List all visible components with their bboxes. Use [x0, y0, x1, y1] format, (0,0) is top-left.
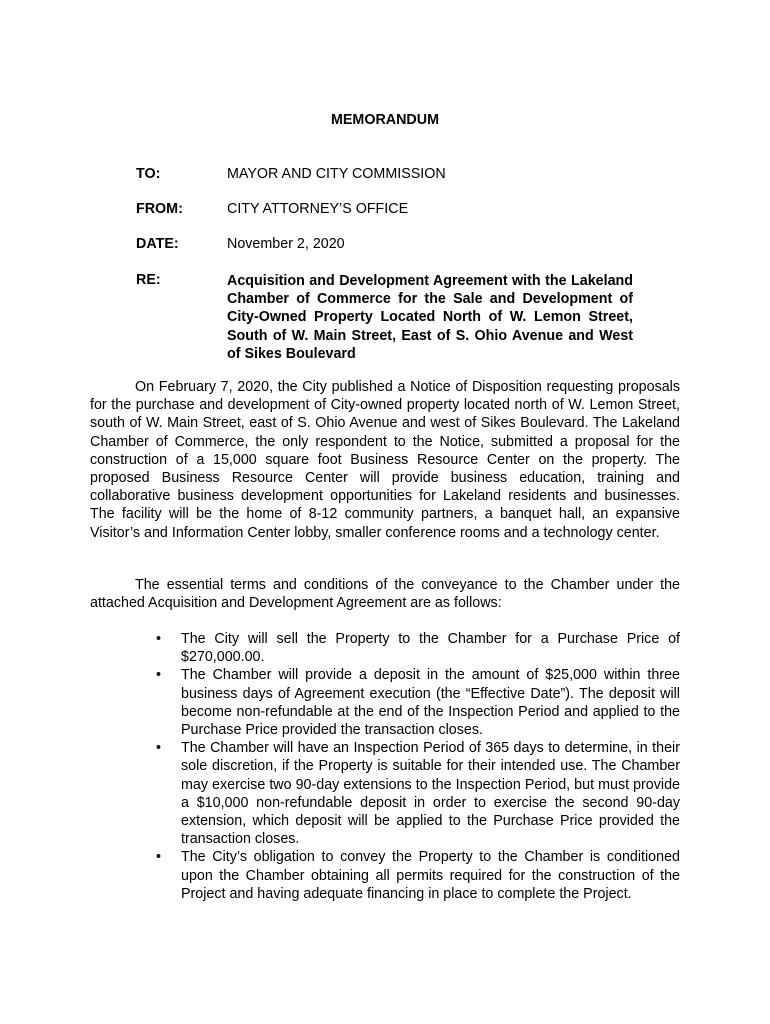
from-label: FROM: [136, 201, 183, 217]
body-paragraph-2: The essential terms and conditions of the conveyance to the Chamber under the attached Acquisition and Development Agreement are as follows: [90, 577, 680, 612]
bullet-icon: • [156, 631, 162, 647]
re-value: Acquisition and Development Agreement with the Lakeland Chamber of Commerce for the Sale and Development of City-Owned Property Located North of W. Lemon Street, South of W. Main Street, East of S. Ohio Avenue and West of Sikes Boulevard [227, 273, 633, 362]
list-item [136, 666, 680, 739]
from-value: CITY ATTORNEY’S OFFICE [227, 201, 409, 217]
list-item-text: The Chamber will have an Inspection Period of 365 days to determine, in their sole discretion, if the Property is suitable for their intended use. The Chamber may exercise two 90-day extensions to the Inspection Period, but must provide a $10,000 non-refundable deposit in order to exercise the second 90-day extension, which deposit will be applied to the Purchase Price provided the transaction closes. [181, 740, 680, 848]
list-item-text: The City’s obligation to convey the Property to the Chamber is conditioned upon the Chamber obtaining all permits required for the construction of the Project and having adequate financing in place to complete the Project. [181, 849, 680, 902]
list-item-text: The City will sell the Property to the Chamber for a Purchase Price of $270,000.00. [181, 631, 680, 666]
list-item [136, 848, 680, 903]
to-value: MAYOR AND CITY COMMISSION [227, 166, 446, 182]
re-label: RE: [136, 272, 161, 288]
terms-list [136, 630, 680, 903]
bullet-icon: • [156, 849, 162, 866]
list-item [136, 630, 680, 666]
list-item [136, 739, 680, 848]
body-paragraph-1: On February 7, 2020, the City published a Notice of Disposition requesting proposals for the purchase and development of City-owned property located north of W. Lemon Street, south of W. Main Street, east of S. Ohio Avenue and west of Sikes Boulevard. The Lakeland Chamber of Commerce, the only respondent to the Notice, submitted a proposal for the construction of a 15,000 square foot Business Resource Center on the property. The proposed Business Resource Center will provide business education, training and collaborative business development opportunities for Lakeland residents and businesses. The facility will be the home of 8-12 community partners, a banquet hall, an expansive Visitor’s and Information Center lobby, smaller conference rooms and a technology center. [90, 379, 680, 541]
to-label: TO: [136, 166, 161, 182]
list-item-text: The Chamber will provide a deposit in the amount of $25,000 within three business days of Agreement execution (the “Effective Date”). The deposit will become non-refundable at the end of the Inspection Period and applied to the Purchase Price provided the transaction closes. [181, 667, 680, 739]
bullet-icon: • [156, 740, 162, 757]
date-label: DATE: [136, 236, 179, 252]
bullet-icon: • [156, 667, 162, 684]
memo-title: MEMORANDUM [330, 112, 439, 128]
date-value: November 2, 2020 [227, 236, 345, 252]
